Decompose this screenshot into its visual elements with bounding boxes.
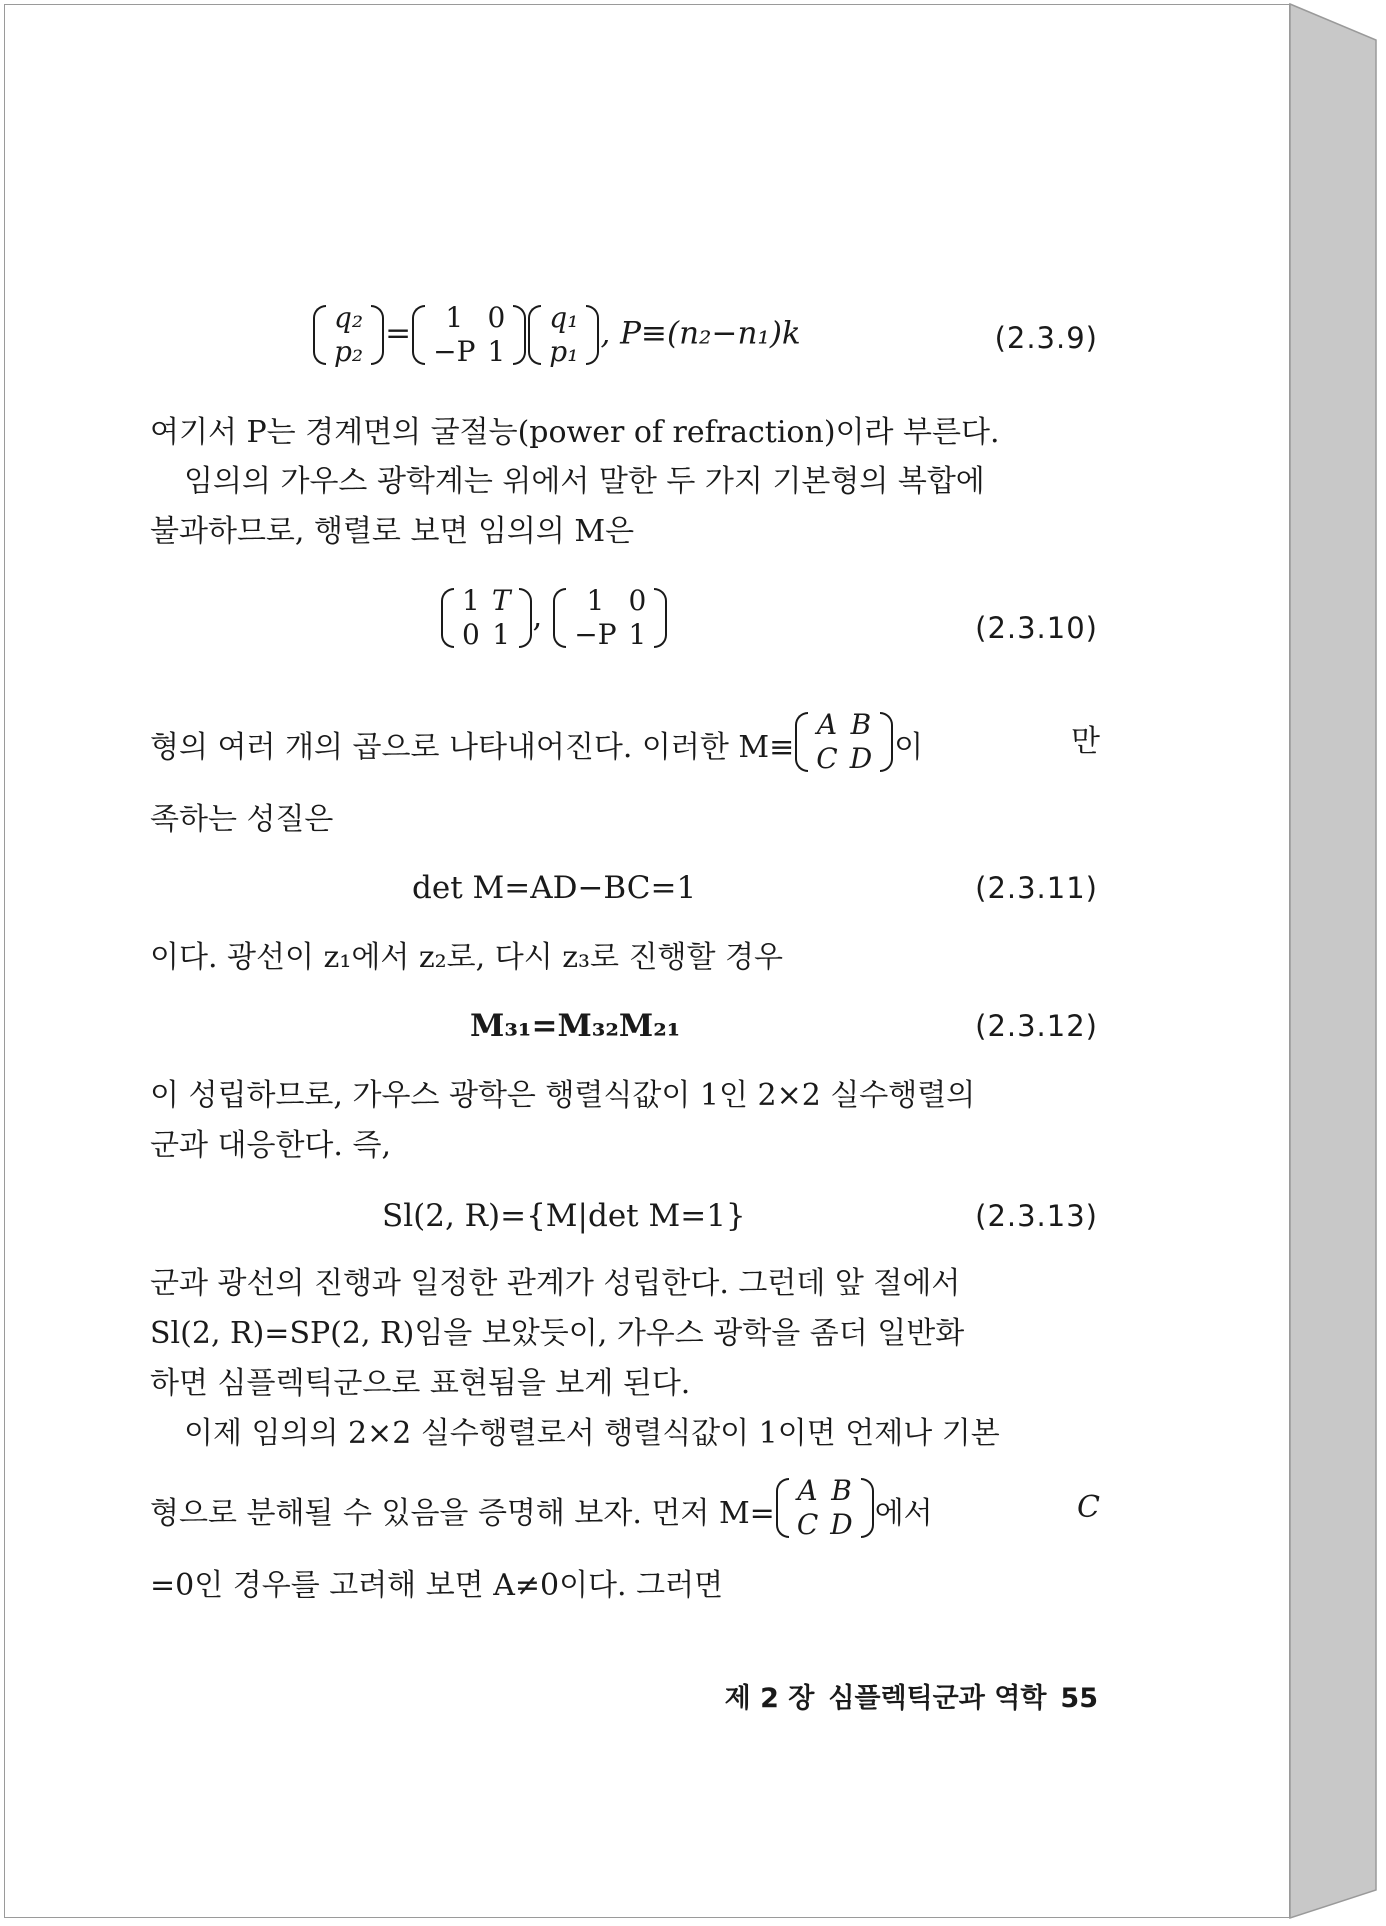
text-line: 이제 임의의 2×2 실수행렬로서 행렬식값이 1이면 언제나 기본 [184,1416,1000,1451]
text-segment: 형으로 분해될 수 있음을 증명해 보자. 먼저 M= [150,1496,775,1531]
text-line-with-matrix [150,708,1100,775]
text-line: =0인 경우를 고려해 보면 A≠0이다. 그러면 [150,1568,724,1603]
matrix-entry: 1 [462,584,480,617]
refraction-matrix [552,584,668,652]
matrix-entry: C [796,1508,819,1541]
equation-2-3-13: Sl(2, R)={M|det M=1} [382,1198,746,1234]
matrix-entry: A [797,1474,818,1507]
text-line: Sl(2, R)=SP(2, R)임을 보았듯이, 가우스 광학을 좀더 일반화 [150,1316,965,1351]
text-line: 군과 대응한다. 즉, [150,1128,392,1163]
text-segment: 형의 여러 개의 곱으로 나타내어진다. 이러한 M≡ [150,730,795,765]
equation-number: (2.3.12) [975,1009,1098,1043]
refraction-matrix [411,301,527,369]
translation-matrix [440,584,533,652]
vec-entry: q₁ [549,301,579,334]
equation-number: (2.3.11) [975,871,1098,905]
equation-number: (2.3.13) [975,1199,1098,1233]
text-line: 군과 광선의 진행과 일정한 관계가 성립한다. 그런데 앞 절에서 [150,1266,961,1301]
separator: , [532,598,543,635]
vector-q1-p1 [527,301,600,369]
matrix-entry: D [830,1508,853,1541]
text-segment: 만 [1071,724,1100,759]
matrix-entry: −P [433,335,476,368]
matrix-entry: 1 [445,301,464,334]
text-segment: C [1077,1490,1100,1525]
text-line-with-matrix [150,1474,1100,1541]
vec-entry: p₂ [334,335,364,368]
page-number: 55 [1060,1683,1098,1714]
matrix-entry: 1 [586,584,605,617]
vector-q2-p2 [312,301,385,369]
vec-entry: p₁ [549,335,579,368]
matrix-entry: 0 [628,584,647,617]
matrix-entry: A [816,708,838,741]
text-line: 족하는 성질은 [150,802,334,837]
equation-2-3-11: det M=AD−BC=1 [412,870,697,906]
matrix-entry: D [849,742,873,775]
matrix-entry: B [831,1474,852,1507]
text-line: 불과하므로, 행렬로 보면 임의의 M은 [150,514,635,549]
matrix-entry: −P [574,618,617,651]
page-footer [711,1676,1098,1715]
text-segment: 이 [894,730,924,765]
matrix-entry: 0 [462,618,480,651]
matrix-entry: T [491,584,511,617]
matrix-entry: 1 [487,335,506,368]
equation-2-3-9: q₂ p₂ = 1 0 −P 1 q₁ p₁ , P≡(n₂−n₁)k [312,301,801,369]
matrix-entry: 0 [487,301,506,334]
matrix-entry: B [850,708,872,741]
matrix-entry: C [816,742,838,775]
equation-2-3-12: M₃₁=M₃₂M₂₁ [470,1008,681,1044]
abcd-matrix [775,1474,875,1542]
text-line: 이 성립하므로, 가우스 광학은 행렬식값이 1인 2×2 실수행렬의 [150,1078,976,1113]
chapter-title: 심플렉틱군과 역학 [828,1683,1047,1714]
text-segment: 에서 [874,1496,933,1531]
matrix-entry: 1 [492,618,511,651]
chapter-label: 제 2 장 [724,1683,815,1714]
equation-number: (2.3.9) [994,321,1098,355]
text-line: 하면 심플렉틱군으로 표현됨을 보게 된다. [150,1366,691,1401]
text-line: 여기서 P는 경계면의 굴절능(power of refraction)이라 부른다. [150,415,1000,450]
matrix-entry: 1 [628,618,647,651]
equation-2-3-10 [440,584,668,652]
vec-entry: q₂ [334,301,364,334]
abcd-matrix [794,708,894,776]
text-line: 임의의 가우스 광학계는 위에서 말한 두 가지 기본형의 복합에 [184,464,985,499]
power-definition: , P≡(n₂−n₁)k [600,315,801,352]
equation-number: (2.3.10) [975,611,1098,645]
text-line: 이다. 광선이 z₁에서 z₂로, 다시 z₃로 진행할 경우 [150,940,784,975]
